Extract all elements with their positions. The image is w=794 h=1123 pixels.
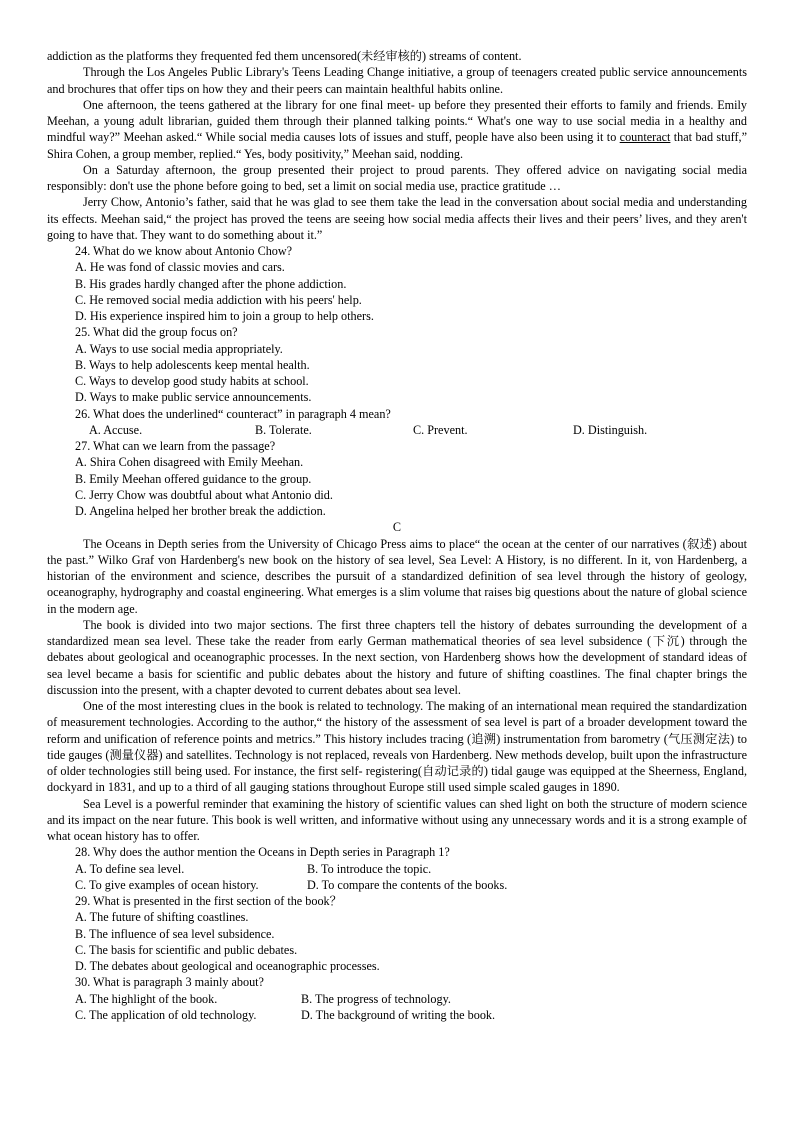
answer-option: B. The progress of technology. xyxy=(301,991,451,1006)
answer-option: C. The basis for scientific and public debates. xyxy=(75,942,298,957)
answer-option: C. He removed social media addiction with his peers' help. xyxy=(75,292,362,307)
answer-option: A. The future of shifting coastlines. xyxy=(75,910,249,925)
answer-option: B. Tolerate. xyxy=(255,422,312,437)
question-stem: 24. What do we know about Antonio Chow? xyxy=(75,244,293,258)
answer-option: A. Shira Cohen disagreed with Emily Meehan. xyxy=(75,455,304,470)
answer-option: C. Ways to develop good study habits at school. xyxy=(75,374,309,388)
passage-paragraph xyxy=(47,97,747,162)
passage-paragraph: Jerry Chow, Antonio’s father, said that he was glad to see them take the lead in the conversation about social media and understanding its effects. Meehan said,“ the project has proved the teens are seeing how social media affects their lives and their peers’ lives, and they aren't going to have that. They want to do something about it.” xyxy=(47,195,747,242)
passage-paragraph: On a Saturday afternoon, the group presented their project to proud parents. They offered advice on navigating social media responsibly: don't use the phone before going to bed, set a limit on social media use, practice gratitude … xyxy=(47,162,747,193)
answer-option: C. Jerry Chow was doubtful about what Antonio did. xyxy=(75,487,333,502)
answer-option: D. Ways to make public service announcements. xyxy=(75,390,312,405)
text-run: that bad stuff,” Shira Cohen, a group member, replied.“ Yes, body positivity,” Meehan said, nodding. xyxy=(47,130,747,161)
question-stem: 27. What can we learn from the passage? xyxy=(75,439,276,453)
answer-option: A. The highlight of the book. xyxy=(75,991,218,1006)
passage-paragraph: One of the most interesting clues in the book is related to technology. The making of an international mean required the standardization of measurement technologies. According to the author,“ the history of the assessment of sea level is part of a broader development toward the reform and unification of reference points and metrics.” This history includes tracing (追溯) instrumentation from barometry (气压测定法) to tide gauges (测量仪器) and satellites. Technology is not replaced, reveals von Hardenberg. New methods develop, built upon the infrastructure of older technologies still being used. For instance, the first self- registering(自动记录的) tidal gauge was equipped at the Sheerness, England, dockyard in 1831, and up to a third of all gauging stations throughout Europe still used simple scaled gauges in 1890. xyxy=(47,699,747,795)
question-stem: 25. What did the group focus on? xyxy=(75,325,238,340)
answer-option: B. To introduce the topic. xyxy=(307,861,432,876)
answer-option: B. Ways to help adolescents keep mental health. xyxy=(75,357,310,372)
answer-option: D. The background of writing the book. xyxy=(301,1007,496,1022)
passage-paragraph: The Oceans in Depth series from the University of Chicago Press aims to place“ the ocean at the center of our narratives (叙述) about the past.” Wilko Graf von Hardenberg's new book on the history of sea level, Sea Level: A History, is no different. In it, von Hardenberg, a historian of the environment and science, describes the pursuit of a standardized definition of sea level through the history of geology, oceanography, hydrography and coastal engineering. What emerges is a slim volume that raises big questions about the nature of global science in the modern age. xyxy=(47,536,748,616)
exam-page xyxy=(47,48,747,1023)
answer-option: C. Prevent. xyxy=(413,422,468,437)
answer-option-row xyxy=(47,861,747,877)
answer-option: D. His experience inspired him to join a group to help others. xyxy=(75,309,374,323)
answer-option: B. His grades hardly changed after the phone addiction. xyxy=(75,276,347,291)
answer-option: D. To compare the contents of the books. xyxy=(307,877,508,892)
question-stem: 28. Why does the author mention the Oceans in Depth series in Paragraph 1? xyxy=(75,845,450,860)
answer-option: C. The application of old technology. xyxy=(75,1007,257,1022)
answer-option: D. Angelina helped her brother break the addiction. xyxy=(75,504,326,518)
text-run: One afternoon, the teens gathered at the library for one final meet- up before they presented their efforts to family and friends. Emily Meehan, a young adult librarian, guided them through their planned talking points.“ What's one way to use social media in a healthy and mindful way?” Meehan asked.“ While social media causes lots of issues and stuff, people have also been using it to xyxy=(47,97,747,145)
passage-paragraph: Through the Los Angeles Public Library's Teens Leading Change initiative, a group of teenagers created public service announcements and brochures that offer tips on how they and their peers can maintain healthful habits online. xyxy=(47,65,747,96)
answer-option: A. Accuse. xyxy=(89,422,143,437)
answer-option: D. Distinguish. xyxy=(573,422,648,437)
passage-paragraph: addiction as the platforms they frequented fed them uncensored(未经审核的) streams of content. xyxy=(47,49,522,63)
answer-option-row xyxy=(47,422,747,438)
section-heading: C xyxy=(392,520,402,535)
answer-option-row xyxy=(47,1007,747,1023)
answer-option: A. Ways to use social media appropriately. xyxy=(75,341,283,356)
answer-option-row xyxy=(47,991,747,1007)
answer-option: A. He was fond of classic movies and cars. xyxy=(75,260,285,275)
passage-paragraph: The book is divided into two major sections. The first three chapters tell the history of debates surrounding the development of a standardized mean sea level. These take the reader from early German mathematical theories of sea level subsidence (下沉) through the debates about geological and oceanographic processes. In the next section, von Hardenberg shows how the development of standard ideas of sea level became a basis for scientific and public debates about the history and future of shifting coastlines. The final chapter brings the discussion into the present, with a chapter devoted to current debates about sea level. xyxy=(47,617,747,697)
question-stem: 30. What is paragraph 3 mainly about? xyxy=(75,975,264,990)
passage-paragraph: Sea Level is a powerful reminder that examining the history of scientific values can shed light on both the structure of modern science and its impact on the near future. This book is well written, and informative without using any unnecessary words and it is a strong example of what ocean history has to offer. xyxy=(47,796,747,843)
question-stem: 29. What is presented in the first section of the book？ xyxy=(75,894,342,908)
answer-option: B. Emily Meehan offered guidance to the group. xyxy=(75,471,312,486)
answer-option: C. To give examples of ocean history. xyxy=(75,877,259,892)
question-stem: 26. What does the underlined“ counteract” in paragraph 4 mean? xyxy=(75,406,391,421)
answer-option: A. To define sea level. xyxy=(75,861,185,876)
answer-option-row xyxy=(47,877,747,893)
answer-option: B. The influence of sea level subsidence. xyxy=(75,926,275,941)
underlined-word: counteract xyxy=(619,130,671,145)
answer-option: D. The debates about geological and oceanographic processes. xyxy=(75,959,380,973)
